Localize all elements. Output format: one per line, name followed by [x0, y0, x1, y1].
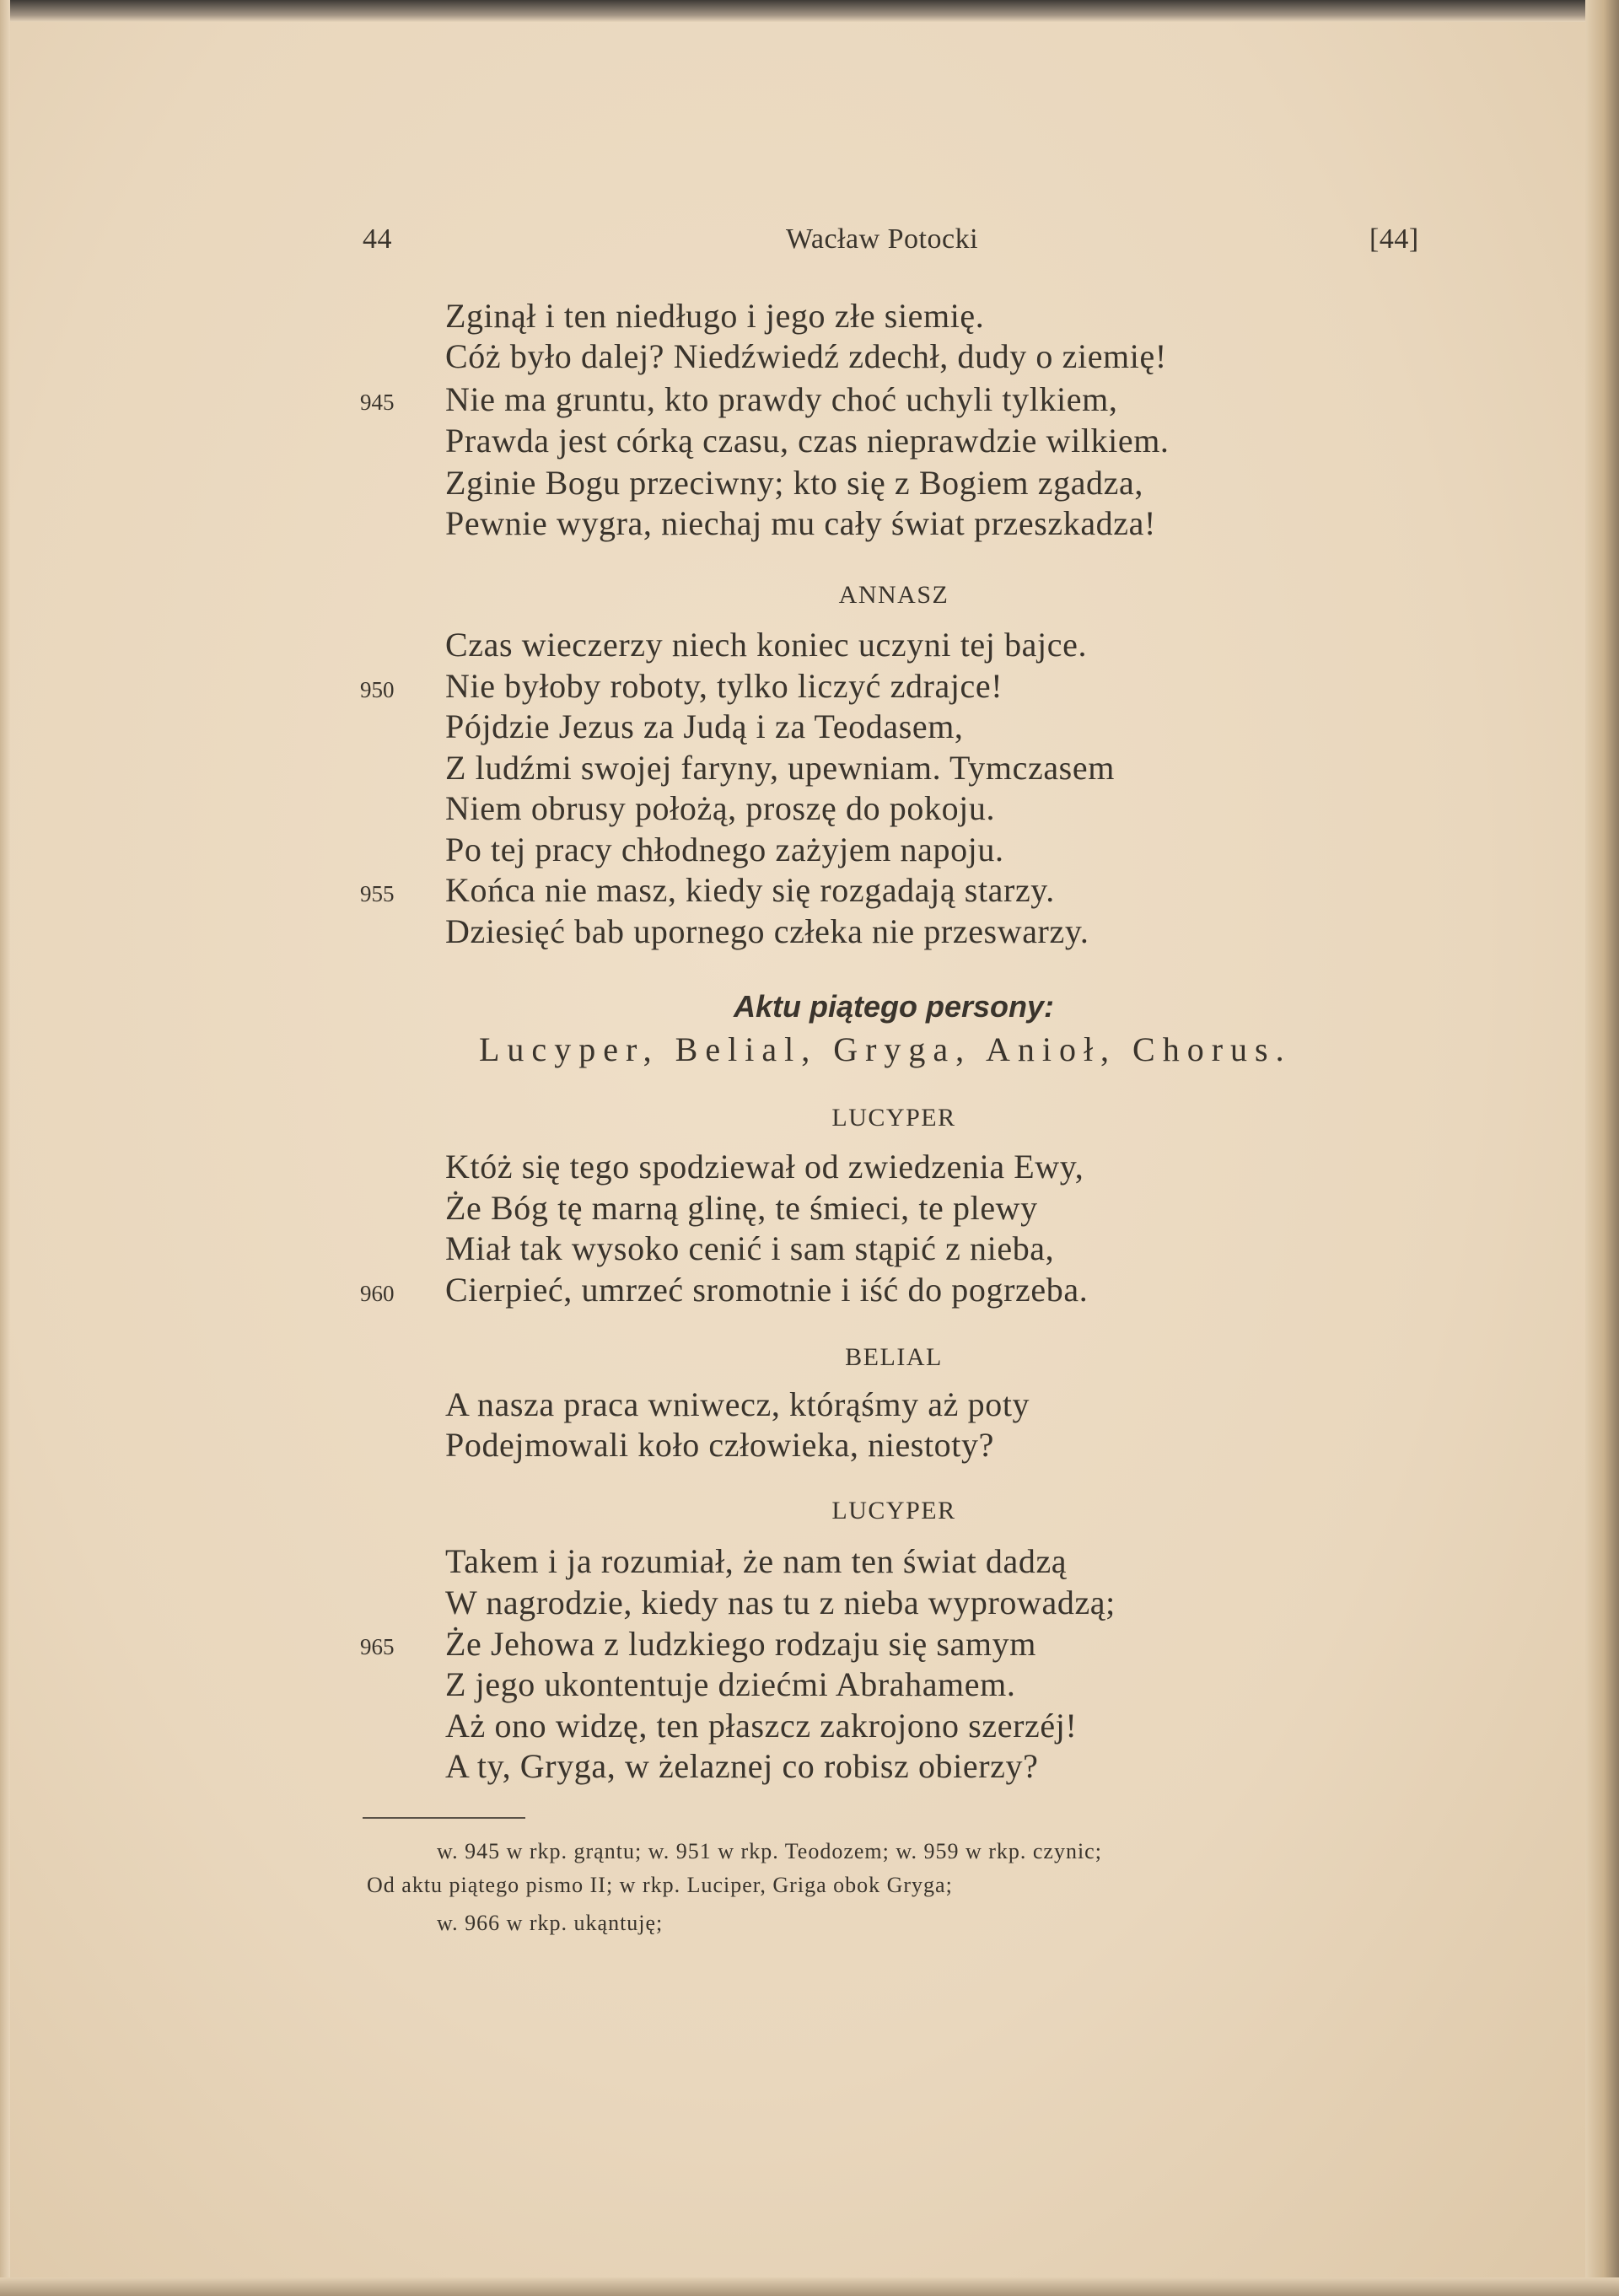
verse-line: W nagrodzie, kiedy nas tu z nieba wyprowadzą;: [445, 1584, 1116, 1621]
verse-line: A nasza praca wniwecz, którąśmy aż poty: [445, 1385, 1030, 1423]
verse-line: Cierpieć, umrzeć sromotnie i iść do pogrzeba.: [445, 1271, 1089, 1309]
page-top-edge: [0, 0, 1619, 22]
verse-line: Z jego ukontentuje dziećmi Abrahamem.: [445, 1665, 1016, 1703]
page-number: 44: [363, 223, 392, 255]
verse-line: Po tej pracy chłodnego zażyjem napoju.: [445, 831, 1004, 868]
verse-line: Że Jehowa z ludzkiego rodzaju się samym: [445, 1625, 1036, 1663]
verse-line: Że Bóg tę marną glinę, te śmieci, te plewy: [445, 1189, 1038, 1227]
footnote-rule: [363, 1817, 525, 1819]
page-right-edge: [1585, 0, 1619, 2296]
speaker-heading: LUCYPER: [831, 1104, 956, 1132]
speaker-heading: BELIAL: [845, 1343, 943, 1371]
verse-line: Aż ono widzę, ten płaszcz zakrojono szerzéj!: [445, 1707, 1078, 1745]
verse-line: Któż się tego spodziewał od zwiedzenia Ewy,: [445, 1148, 1084, 1186]
verse-line: Zginie Bogu przeciwny; kto się z Bogiem zgadza,: [445, 464, 1143, 502]
bracket-page-number: [44]: [1369, 223, 1419, 255]
verse-line: Niem obrusy położą, proszę do pokoju.: [445, 789, 996, 827]
verse-line: Nie byłoby roboty, tylko liczyć zdrajce!: [445, 667, 1003, 705]
running-header: [0, 223, 1619, 266]
verse-line: A ty, Gryga, w żelaznej co robisz obierzy?: [445, 1747, 1039, 1785]
verse-line: Miał tak wysoko cenić i sam stąpić z nieba,: [445, 1229, 1055, 1267]
speaker-heading: LUCYPER: [831, 1497, 956, 1524]
verse-line: Z ludźmi swojej faryny, upewniam. Tymczasem: [445, 749, 1115, 787]
speaker-heading: ANNASZ: [838, 581, 949, 609]
footnote-line: Od aktu piątego pismo II; w rkp. Luciper, Griga obok Gryga;: [367, 1873, 953, 1897]
act-title: Aktu piątego persony:: [733, 989, 1055, 1024]
page-bottom-edge: [0, 2277, 1619, 2296]
verse-line: Czas wieczerzy niech koniec uczyni tej bajce.: [445, 626, 1088, 664]
verse-line: Takem i ja rozumiał, że nam ten świat dadzą: [445, 1542, 1068, 1580]
line-number: 950: [360, 677, 395, 702]
footnote-line: w. 966 w rkp. ukąntuję;: [437, 1911, 664, 1935]
line-number: 965: [360, 1634, 395, 1659]
line-number: 955: [360, 881, 395, 906]
line-number: 960: [360, 1281, 395, 1306]
verse-line: Nie ma gruntu, kto prawdy choć uchyli tylkiem,: [445, 380, 1118, 418]
running-title: Wacław Potocki: [786, 223, 979, 255]
verse-line: Zginął i ten niedługo i jego złe siemię.: [445, 297, 985, 335]
verse-line: Dziesięć bab upornego człeka nie przeswarzy.: [445, 912, 1089, 950]
line-number: 945: [360, 390, 395, 415]
verse-line: Pewnie wygra, niechaj mu cały świat przeszkadza!: [445, 504, 1156, 542]
verse-line: Prawda jest córką czasu, czas nieprawdzie wilkiem.: [445, 422, 1170, 460]
verse-line: Pójdzie Jezus za Judą i za Teodasem,: [445, 707, 964, 745]
verse-line: Podejmowali koło człowieka, niestoty?: [445, 1426, 994, 1464]
verse-line: Cóż było dalej? Niedźwiedź zdechł, dudy o ziemię!: [445, 337, 1167, 375]
verse-line: Końca nie masz, kiedy się rozgadają starzy.: [445, 871, 1055, 909]
dramatis-personae: Lucyper, Belial, Gryga, Anioł, Chorus.: [479, 1030, 1292, 1068]
page-left-edge: [0, 0, 10, 2296]
footnote-line: w. 945 w rkp. grąntu; w. 951 w rkp. Teodozem; w. 959 w rkp. czynic;: [437, 1839, 1102, 1863]
